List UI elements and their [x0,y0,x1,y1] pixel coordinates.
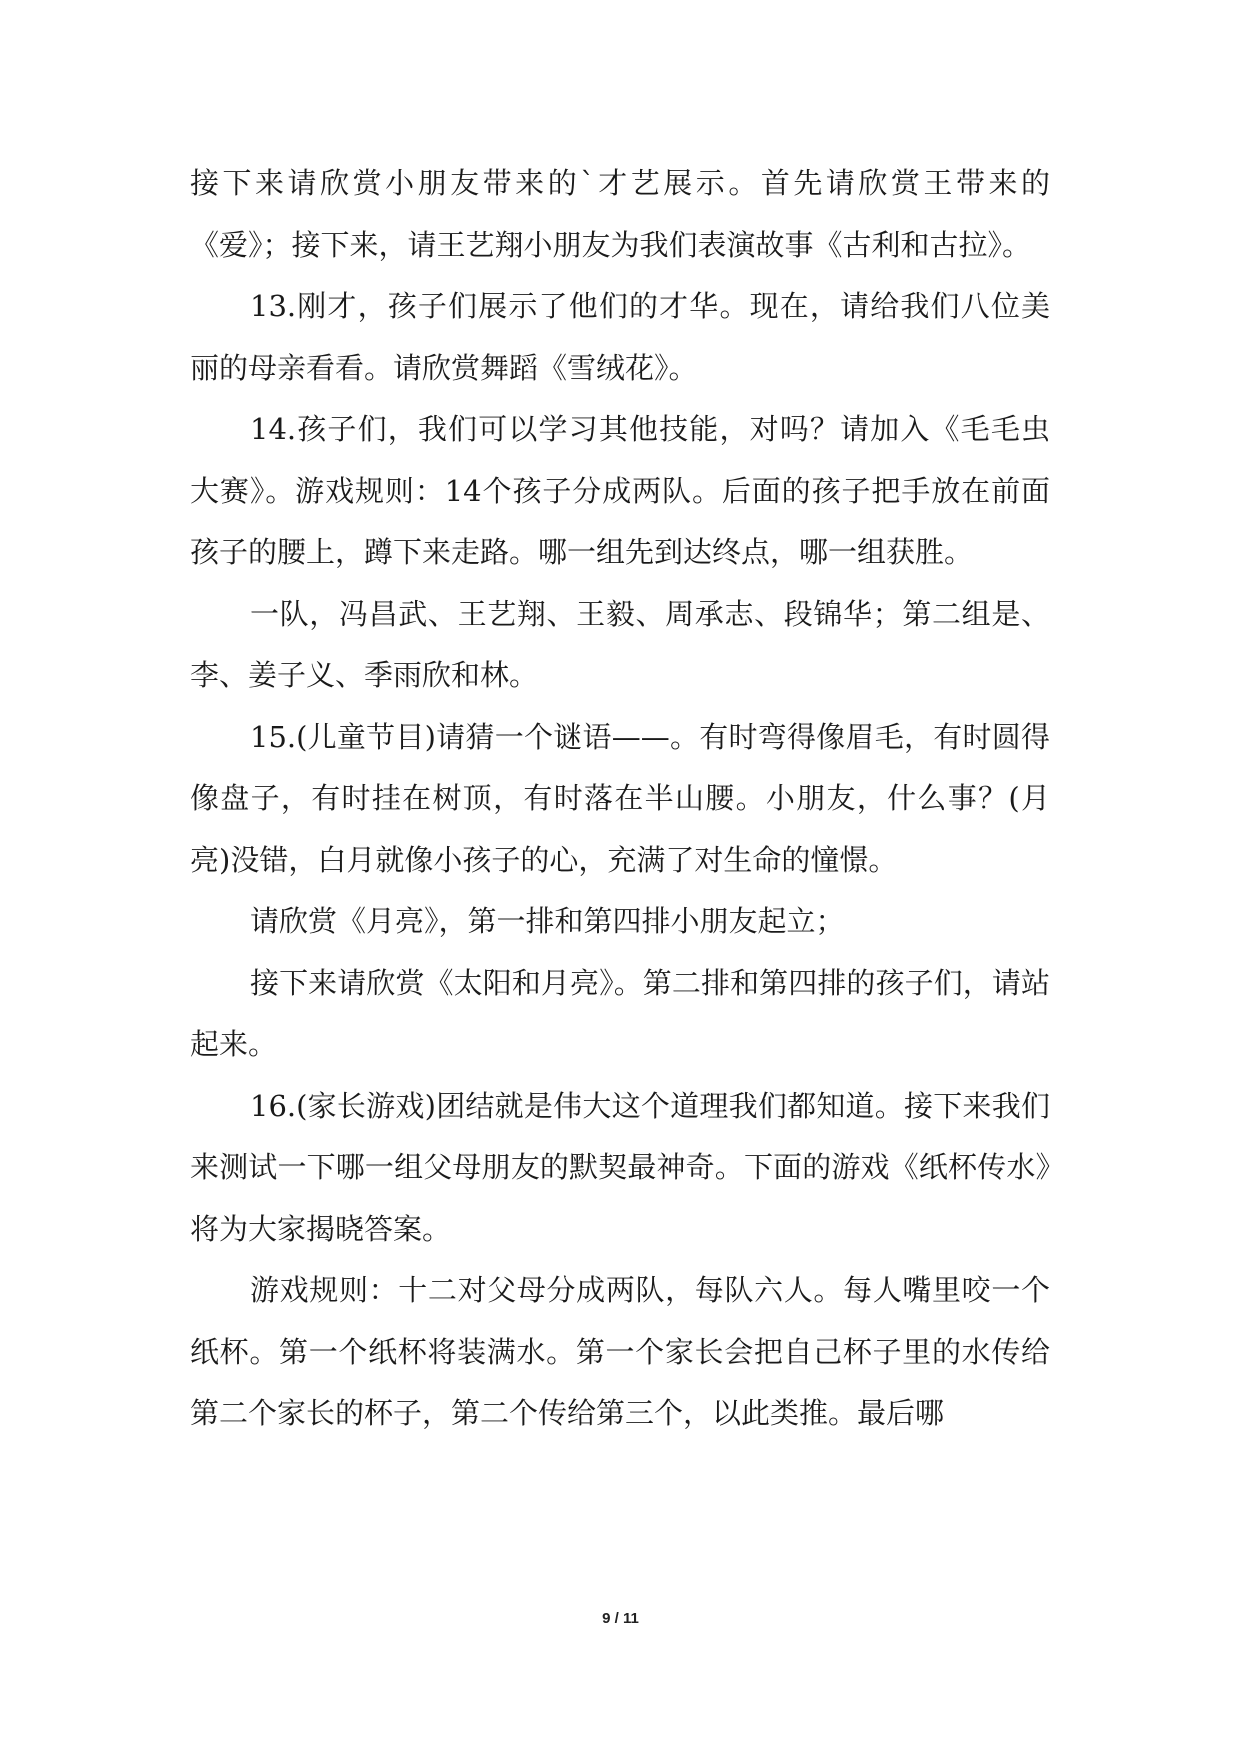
paragraph-6: 请欣赏《月亮》，第一排和第四排小朋友起立； [250,904,845,938]
paragraph-7: 接下来请欣赏《太阳和月亮》。第二排和第四排的孩子们，请站起来。 [190,965,1050,1061]
paragraph-4: 一队，冯昌武、王艺翔、王毅、周承志、段锦华；第二组是、李、姜子义、季雨欣和林。 [190,596,1050,692]
paragraph-2: 13.刚才，孩子们展示了他们的才华。现在，请给我们八位美丽的母亲看看。请欣赏舞蹈《雪绒花》。 [190,289,1050,385]
document-body [190,153,1050,1445]
page-number: 9 / 11 [602,1610,639,1627]
paragraph-1: 接下来请欣赏小朋友带来的`才艺展示。首先请欣赏王带来的《爱》；接下来，请王艺翔小朋友为我们表演故事《古利和古拉》。 [190,166,1050,262]
paragraph-8: 16.(家长游戏)团结就是伟大这个道理我们都知道。接下来我们来测试一下哪一组父母朋友的默契最神奇。下面的游戏《纸杯传水》将为大家揭晓答案。 [190,1088,1050,1246]
paragraph-5: 15.(儿童节目)请猜一个谜语——。有时弯得像眉毛，有时圆得像盘子，有时挂在树顶，有时落在半山腰。小朋友，什么事？(月亮)没错，白月就像小孩子的心，充满了对生命的憧憬。 [190,719,1050,877]
paragraph-9: 游戏规则：十二对父母分成两队，每队六人。每人嘴里咬一个纸杯。第一个纸杯将装满水。第一个家长会把自己杯子里的水传给第二个家长的杯子，第二个传给第三个，以此类推。最后哪 [190,1273,1050,1430]
paragraph-3: 14.孩子们，我们可以学习其他技能，对吗？请加入《毛毛虫大赛》。游戏规则：14个孩子分成两队。后面的孩子把手放在前面孩子的腰上，蹲下来走路。哪一组先到达终点，哪一组获胜。 [190,412,1050,569]
